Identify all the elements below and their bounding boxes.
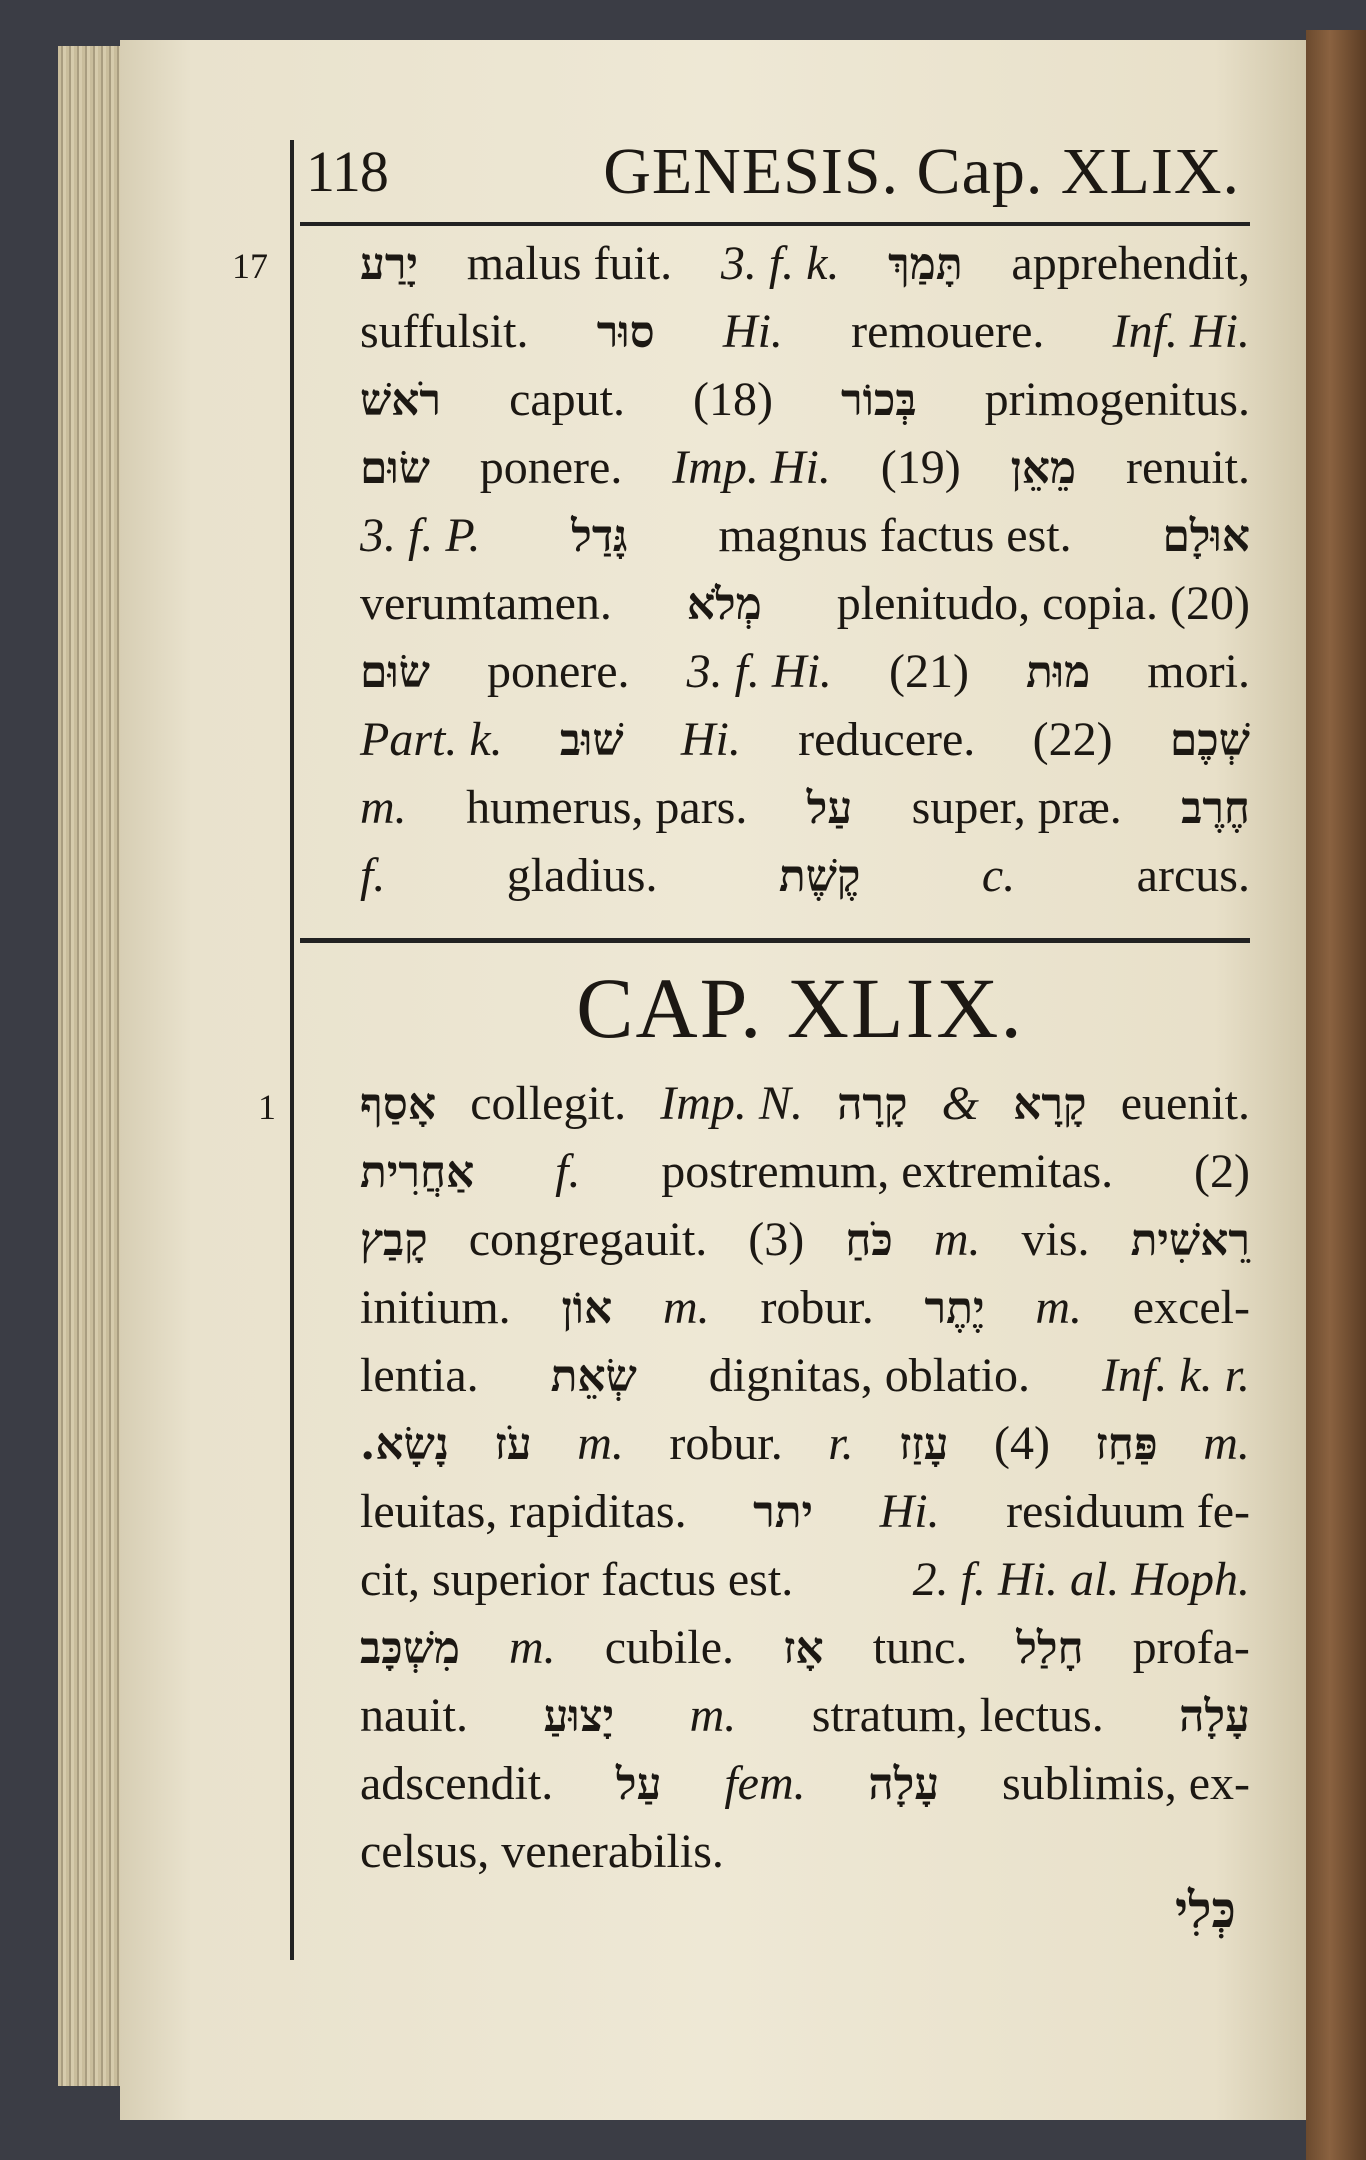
hebrew-term: עָזַז <box>899 1419 949 1470</box>
grammar-note: m. <box>662 1281 710 1334</box>
grammar-note: Inf. Hi. <box>1112 305 1250 358</box>
hebrew-term: עָלָה <box>868 1759 940 1810</box>
hebrew-term: גָּדַל <box>571 511 628 562</box>
latin-gloss: gladius. <box>506 849 658 902</box>
text-line <box>360 1144 1250 1212</box>
catchword: כְּלִי <box>1175 1880 1236 1939</box>
latin-gloss: nauit. <box>360 1689 468 1742</box>
grammar-note: r. <box>828 1417 854 1470</box>
text-line <box>360 1688 1250 1756</box>
grammar-note: 3. f. Hi. <box>686 645 832 698</box>
text-line <box>360 1552 1250 1620</box>
latin-gloss: primogenitus. <box>984 373 1250 426</box>
hebrew-term: רֵאשִׁית <box>1130 1215 1250 1266</box>
grammar-note: Hi. <box>722 305 783 358</box>
grammar-note: & <box>941 1077 980 1130</box>
hebrew-term: שׂוּם <box>360 443 430 494</box>
text-line <box>360 508 1250 576</box>
hebrew-term: מִשְׁכָּב <box>360 1623 460 1674</box>
latin-gloss: dignitas, oblatio. <box>708 1349 1031 1402</box>
latin-gloss: (19) <box>880 441 961 494</box>
hebrew-term: עַל <box>806 783 853 834</box>
hebrew-term: יָצוּעַ <box>543 1691 615 1742</box>
text-line <box>360 576 1250 644</box>
running-title: GENESIS. Cap. XLIX. <box>603 135 1240 208</box>
grammar-note: m. <box>360 781 407 834</box>
latin-gloss: robur. <box>669 1417 783 1470</box>
latin-gloss: humerus, pars. <box>466 781 748 834</box>
latin-gloss: mori. <box>1147 645 1250 698</box>
latin-gloss: super, præ. <box>911 781 1122 834</box>
latin-gloss: magnus factus est. <box>718 509 1072 562</box>
latin-gloss: suffulsit. <box>360 305 529 358</box>
text-line <box>360 644 1250 712</box>
grammar-note: Hi. <box>680 713 741 766</box>
latin-gloss: leuitas, rapiditas. <box>360 1485 687 1538</box>
latin-gloss: postremum, extremitas. <box>661 1145 1114 1198</box>
grammar-note: m. <box>1035 1281 1082 1334</box>
section-rule <box>300 938 1250 943</box>
hebrew-term: שׁוּב <box>559 715 624 766</box>
hebrew-term: קָבַץ <box>360 1215 428 1266</box>
latin-gloss: residuum fe- <box>1006 1485 1250 1538</box>
latin-gloss: sublimis, ex- <box>1001 1757 1250 1810</box>
latin-gloss: (4) <box>994 1417 1050 1470</box>
hebrew-term: קָרָה <box>837 1079 908 1130</box>
hebrew-term: נָשָׂא. <box>360 1419 450 1470</box>
latin-gloss: collegit. <box>470 1077 627 1130</box>
hebrew-term: פַּחַז <box>1095 1419 1158 1470</box>
grammar-note: fem. <box>724 1757 806 1810</box>
hebrew-term: אוֹן <box>561 1283 613 1334</box>
grammar-note: 3. f. P. <box>360 509 481 562</box>
glossary-section-1 <box>360 236 1250 916</box>
latin-gloss: remouere. <box>851 305 1045 358</box>
hebrew-term: קֶשֶׁת <box>778 851 861 902</box>
grammar-note: m. <box>577 1417 624 1470</box>
text-line <box>360 1416 1250 1484</box>
grammar-note: m. <box>509 1621 556 1674</box>
latin-gloss: initium. <box>360 1281 511 1334</box>
latin-gloss: congregauit. <box>468 1213 708 1266</box>
latin-gloss: cubile. <box>604 1621 735 1674</box>
hebrew-term: יתר <box>753 1487 814 1538</box>
grammar-note: m. <box>933 1213 981 1266</box>
grammar-note: Hi. <box>879 1485 940 1538</box>
hebrew-term: עַל <box>616 1759 662 1810</box>
latin-gloss: cit, superior factus est. <box>360 1553 794 1606</box>
hebrew-term: שְׂאֵת <box>550 1351 637 1402</box>
latin-gloss: arcus. <box>1136 849 1250 902</box>
text-line <box>360 1620 1250 1688</box>
hebrew-term: אָז <box>783 1623 824 1674</box>
text-line <box>360 1756 1250 1824</box>
latin-gloss: plenitudo, copia. (20) <box>836 577 1250 630</box>
margin-rule <box>290 140 294 1960</box>
latin-gloss: verumtamen. <box>360 577 612 630</box>
grammar-note: f. <box>555 1145 581 1198</box>
hebrew-term: קָרָא <box>1013 1079 1087 1130</box>
verse-number: 17 <box>232 246 268 286</box>
text-line <box>360 440 1250 508</box>
text-line <box>360 304 1250 372</box>
grammar-note: 2. f. Hi. al. Hoph. <box>912 1553 1250 1606</box>
latin-gloss: (22) <box>1032 713 1113 766</box>
hebrew-term: אוּלָם <box>1162 511 1250 562</box>
latin-gloss: adscendit. <box>360 1757 554 1810</box>
latin-gloss: (3) <box>748 1213 805 1266</box>
grammar-note: f. <box>360 849 386 902</box>
text-line <box>360 236 1250 304</box>
grammar-note: m. <box>1203 1417 1250 1470</box>
grammar-note: Part. k. <box>360 713 503 766</box>
hebrew-term: סוּר <box>596 307 655 358</box>
hebrew-term: בְּכוֹר <box>841 375 917 426</box>
latin-gloss: apprehendit, <box>1011 237 1250 290</box>
grammar-note: Imp. Hi. <box>672 441 831 494</box>
latin-gloss: stratum, lectus. <box>811 1689 1104 1742</box>
text-line <box>360 1484 1250 1552</box>
latin-gloss: (21) <box>889 645 969 698</box>
latin-gloss: malus fuit. <box>466 237 673 290</box>
latin-gloss: profa- <box>1132 1621 1250 1674</box>
grammar-note: Imp. N. <box>660 1077 803 1130</box>
text-line <box>360 1280 1250 1348</box>
hebrew-term: יֶתֶר <box>924 1283 985 1334</box>
hebrew-term: אַחֲרִית <box>360 1147 475 1198</box>
latin-gloss: (18) <box>693 373 774 426</box>
latin-gloss: tunc. <box>872 1621 968 1674</box>
header-rule <box>300 222 1250 226</box>
hebrew-term: תָּמַךְ <box>888 239 963 290</box>
grammar-note: m. <box>689 1689 737 1742</box>
hebrew-term: חֶרֶב <box>1181 783 1250 834</box>
latin-gloss: vis. <box>1021 1213 1090 1266</box>
hebrew-term: אָסַף <box>360 1079 437 1130</box>
hebrew-term: כֹּחַ <box>845 1215 893 1266</box>
hebrew-term: שְׁכֶם <box>1169 715 1250 766</box>
text-line <box>360 848 1250 916</box>
hebrew-term: עָלָה <box>1179 1691 1250 1742</box>
text-line <box>360 1348 1250 1416</box>
latin-gloss: caput. <box>509 373 626 426</box>
latin-gloss: robur. <box>760 1281 874 1334</box>
hebrew-term: שׂוּם <box>360 647 430 698</box>
latin-gloss: ponere. <box>486 645 630 698</box>
latin-gloss: euenit. <box>1120 1077 1250 1130</box>
latin-gloss: lentia. <box>360 1349 479 1402</box>
text-line <box>360 1076 1250 1144</box>
grammar-note: Inf. k. r. <box>1102 1349 1250 1402</box>
hebrew-term: מוּת <box>1026 647 1091 698</box>
glossary-section-2 <box>360 1076 1250 1892</box>
grammar-note: 3. f. k. <box>720 237 840 290</box>
latin-gloss: celsus, venerabilis. <box>360 1825 724 1878</box>
running-head <box>300 130 1260 220</box>
hebrew-term: רֹאשׁ <box>360 375 442 426</box>
text-line <box>360 1824 1250 1892</box>
verse-number: 1 <box>258 1087 276 1127</box>
text-line <box>360 372 1250 440</box>
latin-gloss: (2) <box>1194 1145 1250 1198</box>
text-line <box>360 712 1250 780</box>
page-number: 118 <box>306 139 388 204</box>
hebrew-term: יָרַע <box>360 239 419 290</box>
latin-gloss: excel- <box>1132 1281 1250 1334</box>
hebrew-term: חָלַל <box>1016 1623 1084 1674</box>
text-line <box>360 780 1250 848</box>
hebrew-term: מְלֹא <box>686 579 762 630</box>
latin-gloss: reducere. <box>798 713 976 766</box>
latin-gloss: ponere. <box>479 441 623 494</box>
grammar-note: c. <box>981 849 1016 902</box>
chapter-title: CAP. XLIX. <box>576 960 1024 1056</box>
hebrew-term: מֵאֵן <box>1010 443 1077 494</box>
text-line <box>360 1212 1250 1280</box>
latin-gloss: renuit. <box>1126 441 1250 494</box>
hebrew-term: עֹז <box>494 1419 532 1470</box>
